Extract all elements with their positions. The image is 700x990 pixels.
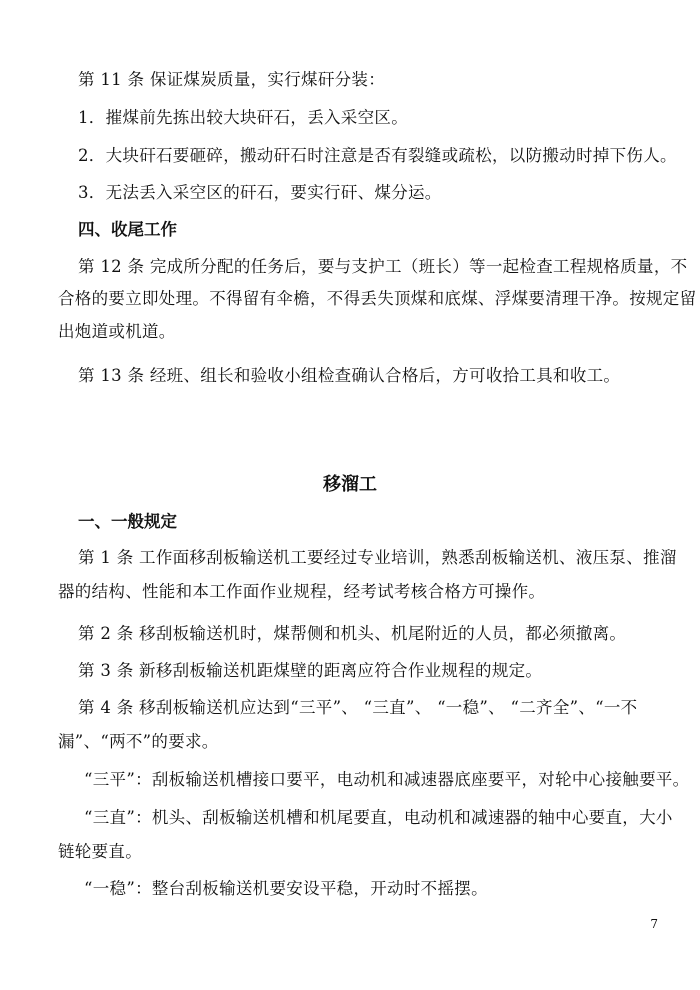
article-4-line-1: 第 4 条 移刮板输送机应达到“三平”、 “三直”、 “一稳”、 “二齐全”、“一不 [78, 698, 638, 717]
article-12-line-3: 出炮道或机道。 [58, 322, 176, 341]
section-title: 移溜工 [323, 474, 377, 495]
article-12-line-2: 合格的要立即处理。不得留有伞檐，不得丢失顶煤和底煤、浮煤要清理干净。按规定留 [58, 289, 697, 308]
article-1-line-2: 器的结构、性能和本工作面作业规程，经考试考核合格方可操作。 [58, 582, 546, 601]
sanping-definition: “三平”：刮板输送机槽接口要平，电动机和减速器底座要平，对轮中心接触要平。 [84, 770, 690, 789]
article-11-item-3: 3．无法丢入采空区的矸石，要实行矸、煤分运。 [78, 183, 442, 202]
yiwen-definition: “一稳”：整台刮板输送机要安设平稳，开动时不摇摆。 [84, 879, 488, 898]
section-heading-general-rules: 一、一般规定 [78, 512, 177, 531]
article-11-item-1: 1．摧煤前先拣出较大块矸石，丢入采空区。 [78, 108, 408, 127]
article-4-line-2: 漏”、“两不”的要求。 [58, 732, 219, 751]
article-3: 第 3 条 新移刮板输送机距煤壁的距离应符合作业规程的规定。 [78, 661, 543, 680]
article-2: 第 2 条 移刮板输送机时，煤帮侧和机头、机尾附近的人员，都必须撤离。 [78, 624, 627, 643]
article-1-line-1: 第 1 条 工作面移刮板输送机工要经过专业培训，熟悉刮板输送机、液压泵、推溜 [78, 548, 677, 567]
article-13: 第 13 条 经班、组长和验收小组检查确认合格后，方可收拾工具和收工。 [78, 366, 621, 385]
article-12-line-1: 第 12 条 完成所分配的任务后，要与支护工（班长）等一起检查工程规格质量，不 [78, 257, 688, 276]
article-11-heading: 第 11 条 保证煤炭质量，实行煤矸分装： [78, 70, 386, 89]
sanzhi-definition-line-1: “三直”：机头、刮板输送机槽和机尾要直，电动机和减速器的轴中心要直，大小 [84, 808, 673, 827]
article-11-item-2: 2．大块矸石要砸碎，搬动矸石时注意是否有裂缝或疏松，以防搬动时掉下伤人。 [78, 146, 677, 165]
section-heading-closing-work: 四、收尾工作 [78, 220, 177, 239]
sanzhi-definition-line-2: 链轮要直。 [58, 842, 142, 861]
page-number: 7 [650, 917, 658, 931]
